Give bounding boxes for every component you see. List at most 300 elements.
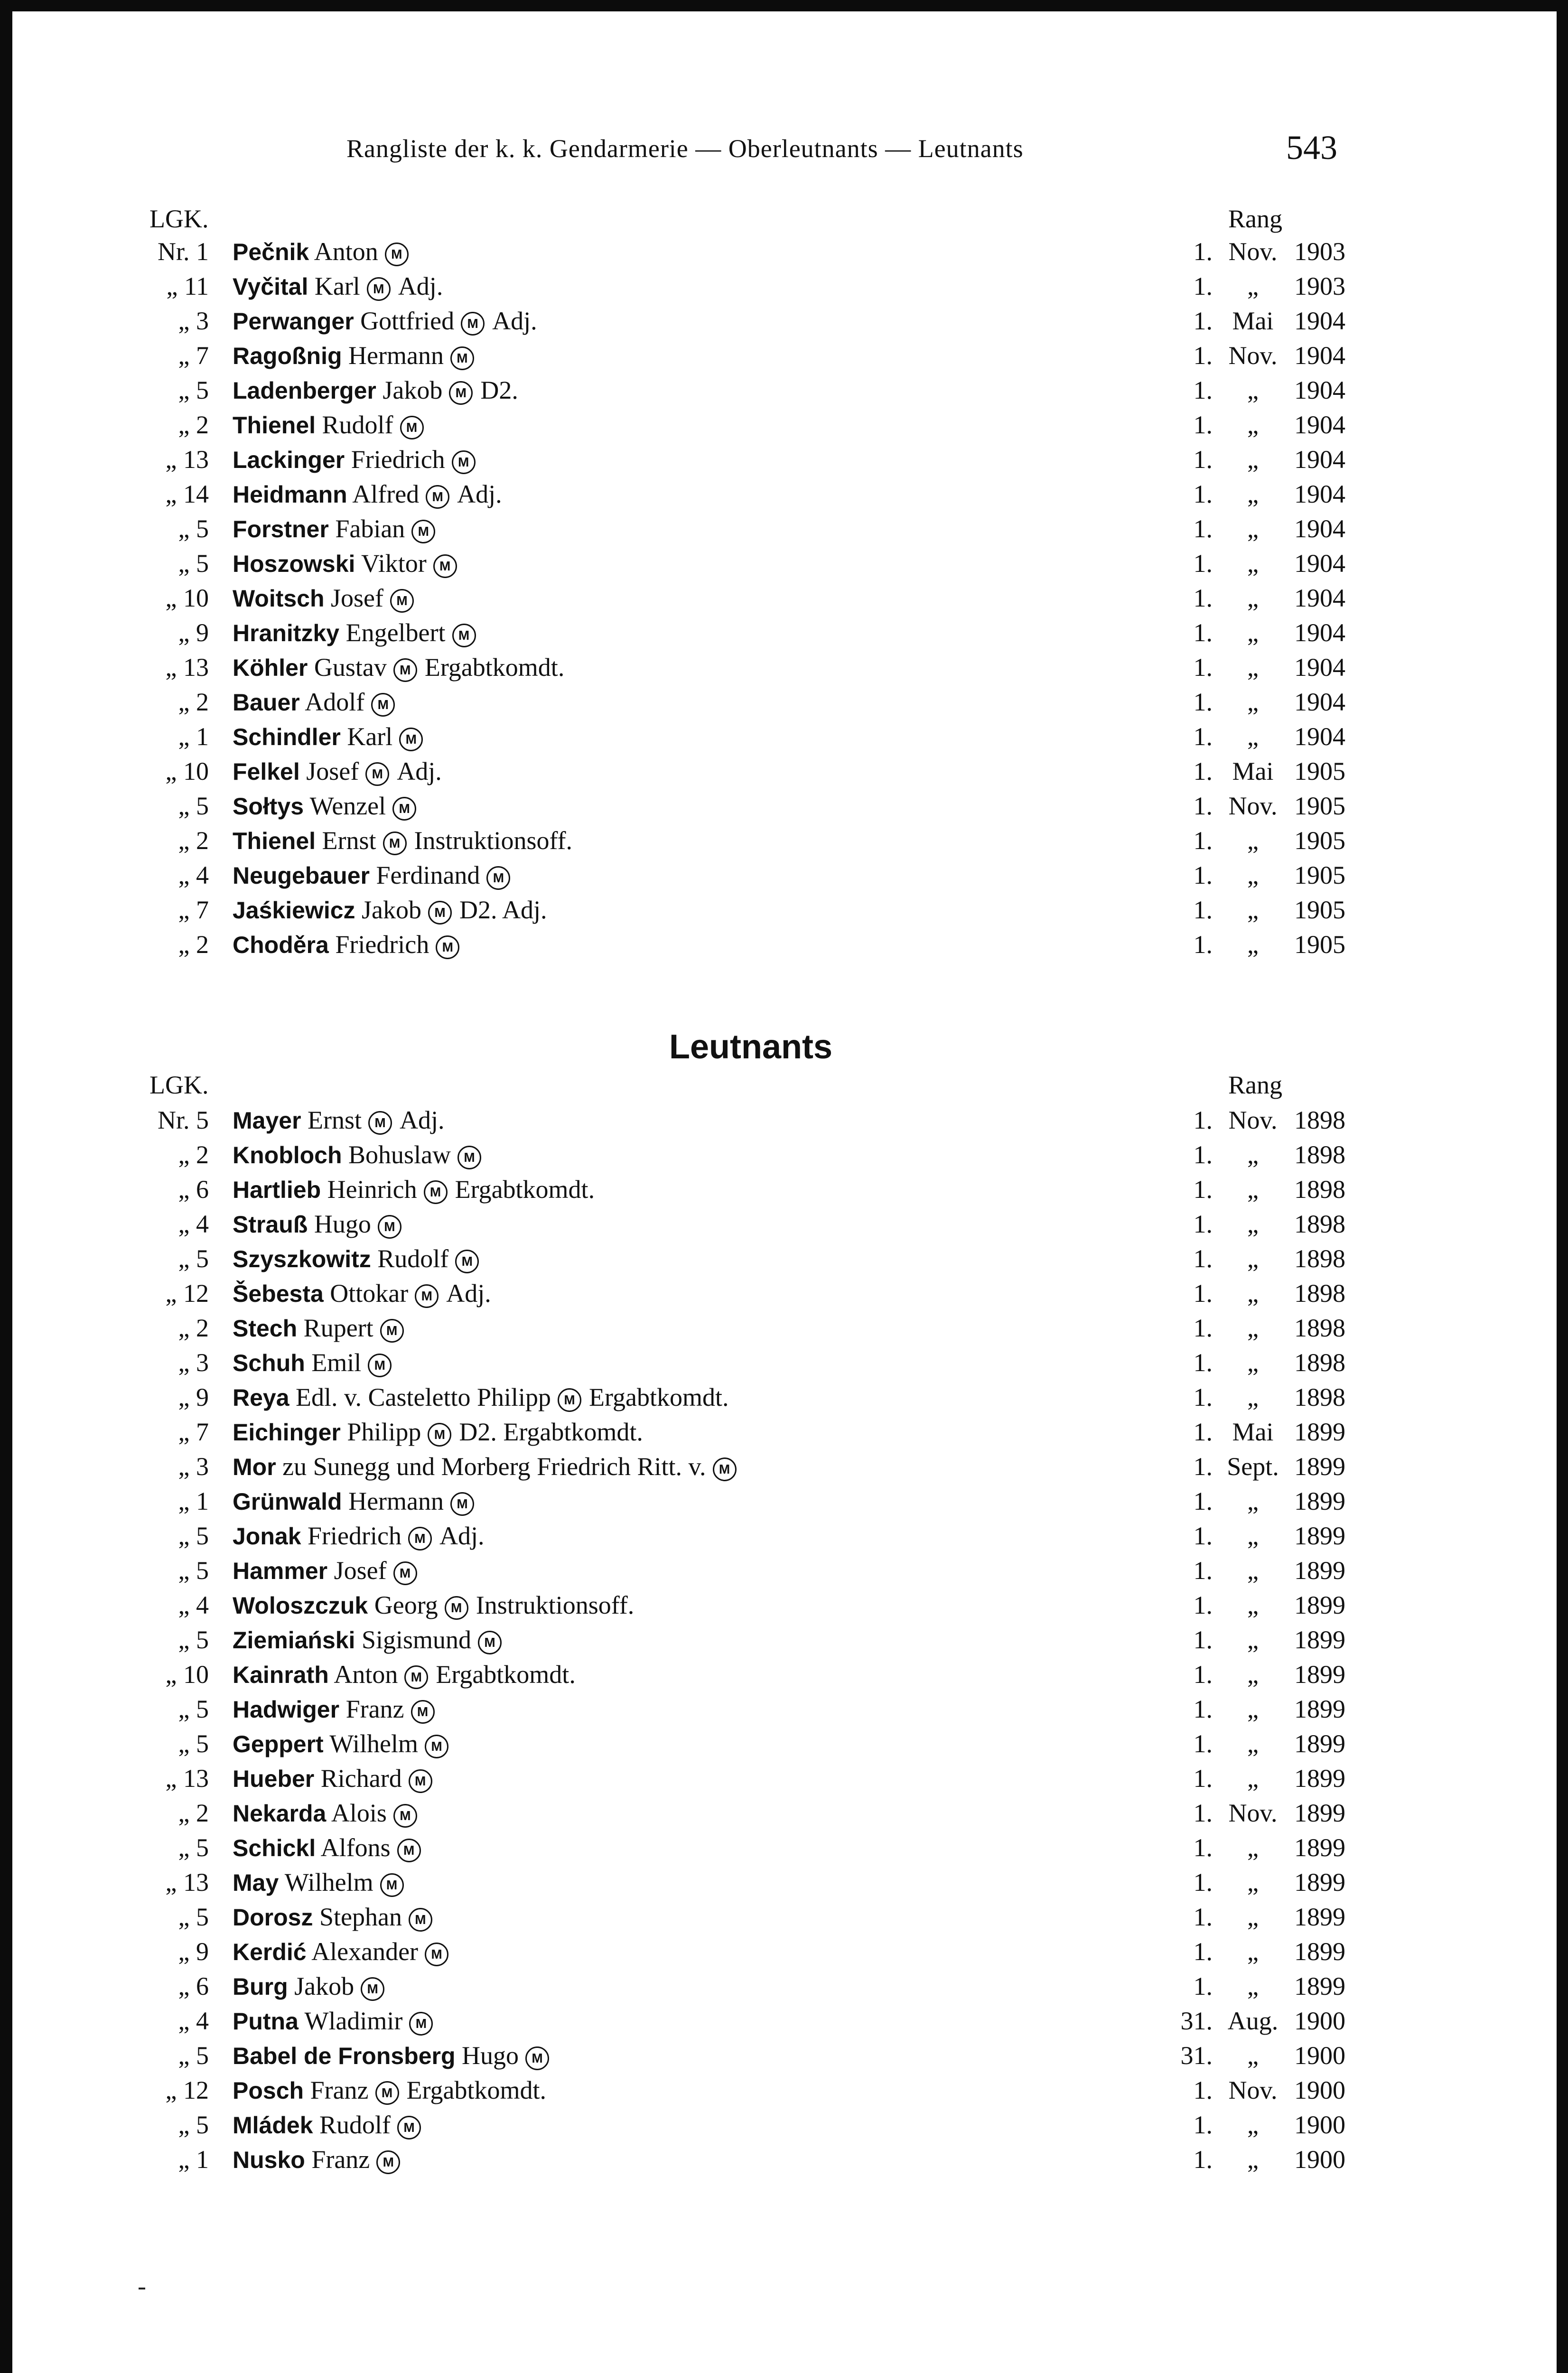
list-row bbox=[0, 2073, 1568, 2108]
officer-name bbox=[233, 338, 477, 374]
remark: Adj. bbox=[457, 480, 502, 508]
officer-name bbox=[233, 1692, 438, 1727]
circled-m-icon: M bbox=[397, 2116, 421, 2139]
list-row bbox=[0, 581, 1568, 616]
lgk-number: „ 14 bbox=[165, 480, 209, 508]
list-row bbox=[0, 1449, 1568, 1484]
list-row bbox=[0, 1484, 1568, 1519]
given-name: Ferdinand bbox=[376, 861, 480, 889]
lgk-number: „ 7 bbox=[178, 896, 209, 924]
lgk-number: „ 6 bbox=[178, 1175, 209, 1204]
lgk-label: LGK. bbox=[149, 1071, 209, 1099]
lgk-number: „ 10 bbox=[165, 1660, 209, 1689]
officer-name bbox=[233, 373, 518, 408]
rank-month: „ bbox=[1247, 1764, 1259, 1793]
circled-m-icon: M bbox=[452, 624, 476, 647]
surname: Hranitzky bbox=[233, 620, 340, 646]
given-name: Alfons bbox=[320, 1833, 391, 1862]
rank-month: „ bbox=[1247, 480, 1259, 508]
rank-year: 1899 bbox=[1294, 1487, 1345, 1515]
circled-m-icon: M bbox=[409, 1908, 432, 1932]
lgk-number: „ 5 bbox=[178, 1903, 209, 1931]
rank-month: „ bbox=[1247, 1522, 1259, 1550]
list-row bbox=[0, 650, 1568, 685]
rank-year: 1900 bbox=[1294, 2007, 1345, 2035]
rank-day: 1. bbox=[1193, 1279, 1213, 1308]
circled-m-icon: M bbox=[390, 589, 414, 613]
rank-day: 1. bbox=[1193, 1140, 1213, 1169]
circled-m-icon: M bbox=[361, 1977, 384, 2001]
officer-name bbox=[233, 1449, 739, 1485]
rank-day: 1. bbox=[1193, 1903, 1213, 1931]
rank-year: 1898 bbox=[1294, 1383, 1345, 1411]
officer-name bbox=[233, 719, 426, 755]
circled-m-icon: M bbox=[404, 1665, 428, 1689]
rank-year: 1904 bbox=[1294, 307, 1345, 335]
rank-month: „ bbox=[1247, 2145, 1259, 2174]
remark: Adj. bbox=[446, 1279, 491, 1308]
officer-name bbox=[233, 2073, 546, 2108]
surname: Ragoßnig bbox=[233, 343, 342, 369]
rank-month: „ bbox=[1247, 1660, 1259, 1689]
given-name: Anton bbox=[314, 237, 378, 266]
circled-m-icon: M bbox=[409, 1769, 432, 1793]
rank-day: 1. bbox=[1193, 1937, 1213, 1966]
surname: Schindler bbox=[233, 724, 341, 750]
rank-year: 1904 bbox=[1294, 376, 1345, 404]
lgk-number: „ 5 bbox=[178, 1695, 209, 1723]
rank-year: 1904 bbox=[1294, 584, 1345, 612]
surname: Schuh bbox=[233, 1350, 305, 1376]
officer-name bbox=[233, 408, 427, 443]
lgk-number: „ 6 bbox=[178, 1972, 209, 2000]
rank-day: 31. bbox=[1180, 2041, 1213, 2070]
rank-month: „ bbox=[1247, 930, 1259, 959]
list-row bbox=[0, 1588, 1568, 1623]
rank-month: Sept. bbox=[1227, 1452, 1279, 1481]
officer-name bbox=[233, 2142, 403, 2177]
rank-month: „ bbox=[1247, 826, 1259, 855]
rank-day: 1. bbox=[1193, 2111, 1213, 2139]
given-name: Franz bbox=[345, 1695, 404, 1723]
list-row bbox=[0, 477, 1568, 512]
rank-month: Nov. bbox=[1228, 1106, 1278, 1134]
lgk-number: „ 2 bbox=[178, 411, 209, 439]
list-row bbox=[0, 685, 1568, 719]
given-name: Adolf bbox=[305, 688, 365, 716]
running-head: Rangliste der k. k. Gendarmerie — Oberleutnants — Leutnants bbox=[346, 134, 1024, 163]
surname: Kerdić bbox=[233, 1939, 307, 1965]
rank-year: 1899 bbox=[1294, 1729, 1345, 1758]
given-name: Ernst bbox=[308, 1106, 362, 1134]
rank-month: „ bbox=[1247, 896, 1259, 924]
rank-day: 1. bbox=[1193, 1314, 1213, 1342]
lgk-number: „ 5 bbox=[178, 792, 209, 820]
rank-day: 1. bbox=[1193, 861, 1213, 889]
list-row bbox=[0, 408, 1568, 442]
lgk-number: „ 7 bbox=[178, 1418, 209, 1446]
circled-m-icon: M bbox=[371, 693, 395, 717]
rank-day: 1. bbox=[1193, 1522, 1213, 1550]
officer-name bbox=[233, 1761, 435, 1796]
rank-month: „ bbox=[1247, 1626, 1259, 1654]
rank-day: 1. bbox=[1193, 1106, 1213, 1134]
rank-month: „ bbox=[1247, 1833, 1259, 1862]
rank-year: 1899 bbox=[1294, 1764, 1345, 1793]
rank-month: Nov. bbox=[1228, 1799, 1278, 1827]
given-name: zu Sunegg und Morberg Friedrich Ritt. v. bbox=[282, 1452, 706, 1481]
surname: Vyčital bbox=[233, 273, 308, 300]
circled-m-icon: M bbox=[426, 485, 449, 509]
rank-day: 1. bbox=[1193, 2076, 1213, 2104]
given-name: Heinrich bbox=[327, 1175, 417, 1204]
rank-year: 1904 bbox=[1294, 653, 1345, 682]
rank-year: 1900 bbox=[1294, 2076, 1345, 2104]
circled-m-icon: M bbox=[457, 1146, 481, 1169]
circled-m-icon: M bbox=[428, 901, 452, 925]
rank-day: 1. bbox=[1193, 653, 1213, 682]
rank-month: Nov. bbox=[1228, 2076, 1278, 2104]
lgk-number: „ 5 bbox=[178, 549, 209, 578]
circled-m-icon: M bbox=[365, 762, 389, 786]
surname: Woitsch bbox=[233, 585, 325, 612]
rank-day: 1. bbox=[1193, 584, 1213, 612]
list-row bbox=[0, 1692, 1568, 1727]
list-row bbox=[0, 1207, 1568, 1242]
circled-m-icon: M bbox=[393, 1561, 417, 1585]
rank-day: 1. bbox=[1193, 826, 1213, 855]
given-name: Wilhelm bbox=[329, 1729, 419, 1758]
given-name: Franz bbox=[310, 2076, 369, 2104]
surname: Felkel bbox=[233, 758, 300, 785]
list-row bbox=[0, 1276, 1568, 1311]
rank-day: 1. bbox=[1193, 618, 1213, 647]
rank-year: 1898 bbox=[1294, 1210, 1345, 1238]
rank-year: 1899 bbox=[1294, 1833, 1345, 1862]
circled-m-icon: M bbox=[452, 450, 476, 474]
circled-m-icon: M bbox=[375, 2081, 399, 2105]
rank-month: „ bbox=[1247, 618, 1259, 647]
circled-m-icon: M bbox=[392, 797, 416, 821]
circled-m-icon: M bbox=[525, 2046, 549, 2070]
given-name: Rudolf bbox=[377, 1244, 449, 1273]
list-row bbox=[0, 927, 1568, 962]
circled-m-icon: M bbox=[368, 1354, 392, 1377]
lgk-number: „ 3 bbox=[178, 307, 209, 335]
rank-day: 1. bbox=[1193, 480, 1213, 508]
list-row bbox=[0, 1553, 1568, 1588]
given-name: Richard bbox=[320, 1764, 402, 1793]
given-name: Franz bbox=[311, 2145, 370, 2174]
surname: Pečnik bbox=[233, 239, 309, 265]
given-name: Stephan bbox=[319, 1903, 402, 1931]
rank-year: 1898 bbox=[1294, 1140, 1345, 1169]
oberleutnants-list bbox=[0, 234, 1568, 962]
given-name: Alois bbox=[331, 1799, 387, 1827]
rank-year: 1904 bbox=[1294, 688, 1345, 716]
surname: Choděra bbox=[233, 932, 329, 958]
surname: Heidmann bbox=[233, 481, 347, 508]
lgk-number: „ 5 bbox=[178, 2111, 209, 2139]
circled-m-icon: M bbox=[380, 1873, 404, 1897]
rank-day: 1. bbox=[1193, 792, 1213, 820]
remark: Adj. bbox=[397, 757, 442, 785]
circled-m-icon: M bbox=[425, 1735, 448, 1758]
rank-year: 1899 bbox=[1294, 1522, 1345, 1550]
given-name: Karl bbox=[347, 722, 393, 751]
given-name: Philipp bbox=[347, 1418, 421, 1446]
officer-name bbox=[233, 1796, 420, 1831]
given-name: Josef bbox=[331, 584, 384, 612]
rank-day: 1. bbox=[1193, 1487, 1213, 1515]
lgk-number: „ 2 bbox=[178, 1140, 209, 1169]
list-row bbox=[0, 1311, 1568, 1345]
rank-year: 1903 bbox=[1294, 272, 1345, 300]
list-row bbox=[0, 269, 1568, 304]
lgk-number: „ 9 bbox=[178, 1383, 209, 1411]
surname: Geppert bbox=[233, 1731, 324, 1757]
surname: Mayer bbox=[233, 1107, 301, 1134]
lgk-number: „ 4 bbox=[178, 1591, 209, 1619]
officer-name bbox=[233, 1172, 595, 1207]
lgk-number: „ 5 bbox=[178, 1522, 209, 1550]
rank-year: 1899 bbox=[1294, 1452, 1345, 1481]
remark: D2. bbox=[480, 376, 518, 404]
lgk-number: „ 11 bbox=[166, 272, 209, 300]
given-name: Rupert bbox=[303, 1314, 373, 1342]
rank-year: 1899 bbox=[1294, 1695, 1345, 1723]
rank-month: „ bbox=[1247, 1383, 1259, 1411]
rank-day: 1. bbox=[1193, 307, 1213, 335]
given-name: Gustav bbox=[314, 653, 387, 682]
officer-name bbox=[233, 546, 460, 581]
given-name: Friedrich bbox=[351, 445, 445, 474]
surname: Sołtys bbox=[233, 793, 304, 820]
lgk-number: „ 3 bbox=[178, 1452, 209, 1481]
circled-m-icon: M bbox=[425, 1943, 448, 1966]
officer-name bbox=[233, 1588, 634, 1623]
surname: Mor bbox=[233, 1454, 276, 1480]
list-row bbox=[0, 1900, 1568, 1934]
officer-name bbox=[233, 1415, 643, 1450]
rank-month: „ bbox=[1247, 1695, 1259, 1723]
surname: Hadwiger bbox=[233, 1696, 340, 1723]
rank-year: 1898 bbox=[1294, 1244, 1345, 1273]
circled-m-icon: M bbox=[367, 277, 391, 301]
rank-day: 1. bbox=[1193, 1868, 1213, 1897]
rank-month: „ bbox=[1247, 2041, 1259, 2070]
surname: Kainrath bbox=[233, 1662, 329, 1688]
list-row bbox=[0, 1172, 1568, 1207]
list-row bbox=[0, 719, 1568, 754]
lgk-number: Nr. 5 bbox=[158, 1106, 209, 1134]
officer-name bbox=[233, 1553, 420, 1588]
surname: Lackinger bbox=[233, 447, 345, 473]
given-name: Viktor bbox=[361, 549, 427, 578]
lgk-number: „ 2 bbox=[178, 826, 209, 855]
rank-year: 1899 bbox=[1294, 1660, 1345, 1689]
surname: Woloszczuk bbox=[233, 1592, 368, 1619]
rank-year: 1904 bbox=[1294, 411, 1345, 439]
surname: Schickl bbox=[233, 1835, 316, 1861]
lgk-number: „ 2 bbox=[178, 930, 209, 959]
surname: Hoszowski bbox=[233, 551, 355, 577]
list-row bbox=[0, 512, 1568, 546]
officer-name bbox=[233, 616, 479, 651]
rank-month: „ bbox=[1247, 411, 1259, 439]
lgk-number: „ 2 bbox=[178, 1314, 209, 1342]
rank-year: 1898 bbox=[1294, 1314, 1345, 1342]
rank-year: 1905 bbox=[1294, 826, 1345, 855]
given-name: Josef bbox=[334, 1556, 387, 1585]
rank-month: „ bbox=[1247, 1348, 1259, 1377]
rank-year: 1899 bbox=[1294, 1903, 1345, 1931]
rank-month: „ bbox=[1247, 1279, 1259, 1308]
rank-month: „ bbox=[1247, 1903, 1259, 1931]
given-name: Alexander bbox=[311, 1937, 419, 1966]
rank-year: 1899 bbox=[1294, 1868, 1345, 1897]
rank-month: Mai bbox=[1232, 757, 1274, 785]
officer-name bbox=[233, 1934, 451, 1970]
list-row bbox=[0, 1831, 1568, 1865]
rank-month: Nov. bbox=[1228, 237, 1278, 266]
officer-name bbox=[233, 2004, 436, 2039]
surname: Nusko bbox=[233, 2147, 305, 2173]
rank-day: 1. bbox=[1193, 514, 1213, 543]
rank-month: „ bbox=[1247, 2111, 1259, 2139]
officer-name bbox=[233, 789, 419, 824]
surname: Perwanger bbox=[233, 308, 354, 335]
circled-m-icon: M bbox=[383, 831, 407, 855]
rank-day: 1. bbox=[1193, 757, 1213, 785]
list-row bbox=[0, 2038, 1568, 2073]
surname: Nekarda bbox=[233, 1800, 327, 1827]
circled-m-icon: M bbox=[558, 1388, 581, 1412]
surname: Reya bbox=[233, 1384, 289, 1411]
rank-month: Nov. bbox=[1228, 792, 1278, 820]
given-name: Friedrich bbox=[335, 930, 429, 959]
surname: Eichinger bbox=[233, 1419, 341, 1446]
circled-m-icon: M bbox=[486, 866, 510, 890]
rank-day: 1. bbox=[1193, 1591, 1213, 1619]
rank-year: 1900 bbox=[1294, 2041, 1345, 2070]
given-name: Alfred bbox=[352, 480, 420, 508]
rank-year: 1904 bbox=[1294, 618, 1345, 647]
lgk-number: „ 12 bbox=[165, 2076, 209, 2104]
rank-day: 1. bbox=[1193, 1452, 1213, 1481]
surname: Bauer bbox=[233, 689, 300, 716]
list-row bbox=[0, 1415, 1568, 1449]
lgk-number: „ 13 bbox=[165, 1764, 209, 1793]
list-row bbox=[0, 1727, 1568, 1761]
rank-year: 1905 bbox=[1294, 896, 1345, 924]
rank-month: „ bbox=[1247, 688, 1259, 716]
scan-speck bbox=[139, 2288, 145, 2289]
officer-name bbox=[233, 893, 547, 928]
list-row bbox=[0, 2142, 1568, 2177]
circled-m-icon: M bbox=[376, 2150, 400, 2174]
officer-name bbox=[233, 1345, 394, 1381]
given-name: Fabian bbox=[335, 514, 405, 543]
given-name: Hugo bbox=[462, 2041, 519, 2070]
rank-month: „ bbox=[1247, 549, 1259, 578]
surname: May bbox=[233, 1869, 279, 1896]
officer-name bbox=[233, 1276, 491, 1311]
surname: Knobloch bbox=[233, 1142, 342, 1168]
rank-day: 1. bbox=[1193, 237, 1213, 266]
list-row bbox=[0, 1969, 1568, 2004]
officer-name bbox=[233, 1969, 387, 2004]
rank-month: „ bbox=[1247, 1937, 1259, 1966]
surname: Neugebauer bbox=[233, 862, 370, 889]
circled-m-icon: M bbox=[424, 1180, 448, 1204]
lgk-number: „ 1 bbox=[178, 2145, 209, 2174]
rank-month: Aug. bbox=[1227, 2007, 1279, 2035]
given-name: Gottfried bbox=[360, 307, 455, 335]
list-row bbox=[0, 1865, 1568, 1900]
officer-name bbox=[233, 1103, 445, 1138]
list-row bbox=[0, 304, 1568, 338]
officer-name bbox=[233, 650, 564, 685]
rank-month: „ bbox=[1247, 653, 1259, 682]
list-row bbox=[0, 1934, 1568, 1969]
lgk-number: „ 10 bbox=[165, 757, 209, 785]
rank-day: 1. bbox=[1193, 1764, 1213, 1793]
rank-day: 1. bbox=[1193, 1210, 1213, 1238]
given-name: Wilhelm bbox=[284, 1868, 373, 1897]
remark: Instruktionsoff. bbox=[476, 1591, 635, 1619]
leutnants-list bbox=[0, 1103, 1568, 2177]
given-name: Anton bbox=[334, 1660, 398, 1689]
officer-name bbox=[233, 927, 462, 962]
circled-m-icon: M bbox=[411, 520, 435, 543]
remark: Ergabtkomdt. bbox=[436, 1660, 576, 1689]
rank-year: 1904 bbox=[1294, 445, 1345, 474]
circled-m-icon: M bbox=[415, 1284, 439, 1308]
circled-m-icon: M bbox=[445, 1596, 468, 1620]
circled-m-icon: M bbox=[408, 1527, 432, 1551]
scan-border-top bbox=[0, 0, 1568, 11]
list-row bbox=[0, 1380, 1568, 1415]
rank-month: „ bbox=[1247, 514, 1259, 543]
rank-day: 1. bbox=[1193, 1175, 1213, 1204]
surname: Köhler bbox=[233, 654, 308, 681]
surname: Mládek bbox=[233, 2112, 313, 2139]
lgk-number: „ 3 bbox=[178, 1348, 209, 1377]
rank-day: 1. bbox=[1193, 549, 1213, 578]
lgk-number: „ 5 bbox=[178, 1556, 209, 1585]
section-title-leutnants: Leutnants bbox=[669, 1028, 833, 1066]
list-row bbox=[0, 2004, 1568, 2038]
rank-year: 1898 bbox=[1294, 1106, 1345, 1134]
circled-m-icon: M bbox=[393, 658, 417, 682]
rank-month: „ bbox=[1247, 1487, 1259, 1515]
circled-m-icon: M bbox=[713, 1457, 737, 1481]
rank-month: „ bbox=[1247, 1868, 1259, 1897]
officer-name bbox=[233, 269, 443, 304]
given-name: Josef bbox=[306, 757, 359, 785]
given-name: Hermann bbox=[348, 1487, 444, 1515]
surname: Ladenberger bbox=[233, 377, 376, 404]
lgk-number: „ 13 bbox=[165, 445, 209, 474]
surname: Posch bbox=[233, 2077, 304, 2104]
rank-month: Mai bbox=[1232, 1418, 1274, 1446]
list-row bbox=[0, 789, 1568, 823]
rank-day: 1. bbox=[1193, 376, 1213, 404]
remark: Instruktionsoff. bbox=[414, 826, 573, 855]
officer-name bbox=[233, 581, 417, 616]
lgk-number: „ 13 bbox=[165, 1868, 209, 1897]
